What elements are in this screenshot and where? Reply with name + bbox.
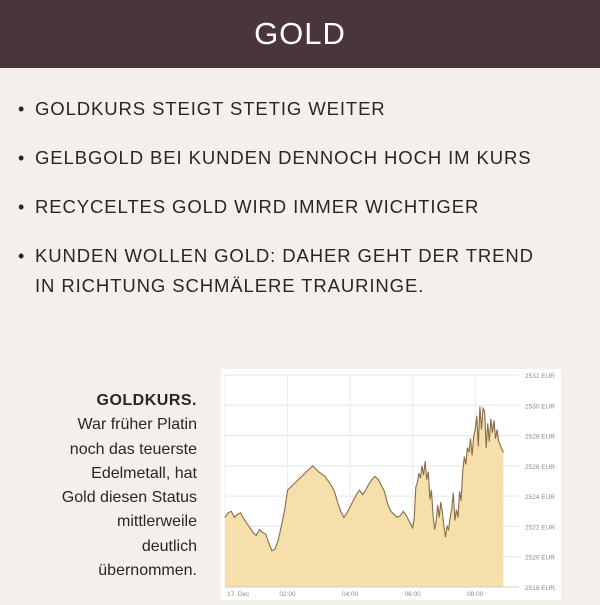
price-point bbox=[434, 529, 435, 530]
goldkurs-caption bbox=[20, 389, 197, 583]
price-point bbox=[356, 494, 357, 495]
price-point bbox=[372, 479, 373, 480]
price-point bbox=[445, 537, 446, 538]
price-point bbox=[478, 446, 479, 447]
caption-line: War früher Platin bbox=[77, 416, 197, 434]
price-point bbox=[481, 429, 482, 430]
price-point bbox=[228, 512, 229, 513]
price-point bbox=[256, 535, 257, 536]
y-tick-label: 2532 EUR bbox=[525, 373, 555, 380]
price-point bbox=[262, 532, 263, 533]
price-point bbox=[247, 523, 248, 524]
price-point bbox=[431, 490, 432, 491]
price-point bbox=[492, 432, 493, 433]
caption-line: Gold diesen Status bbox=[61, 489, 197, 507]
price-point bbox=[353, 500, 354, 501]
price-point bbox=[412, 528, 413, 529]
price-point bbox=[464, 456, 465, 457]
price-point bbox=[489, 441, 490, 442]
price-point bbox=[403, 511, 404, 512]
price-point bbox=[419, 473, 420, 474]
price-point bbox=[337, 502, 338, 503]
price-point bbox=[417, 482, 418, 483]
price-point bbox=[469, 452, 470, 453]
price-point bbox=[365, 490, 366, 491]
price-point bbox=[467, 447, 468, 448]
y-tick-label: 2530 EUR bbox=[525, 403, 555, 411]
price-point bbox=[428, 472, 429, 473]
price-point bbox=[480, 406, 481, 407]
bullet-text: GELBGOLD BEI KUNDEN DENNOCH HOCH IM KURS bbox=[35, 147, 532, 168]
price-point bbox=[312, 466, 313, 467]
price-point bbox=[375, 476, 376, 477]
price-point bbox=[259, 529, 260, 530]
bullet-dot: • bbox=[18, 148, 26, 168]
price-point bbox=[344, 517, 345, 518]
price-point bbox=[359, 490, 360, 491]
caption-line: deutlich bbox=[141, 537, 197, 555]
price-point bbox=[300, 478, 301, 479]
price-point bbox=[420, 478, 421, 479]
price-point bbox=[390, 511, 391, 512]
y-tick-label: 2522 EUR bbox=[525, 524, 555, 532]
caption-title: GOLDKURS. bbox=[96, 392, 197, 409]
price-point bbox=[290, 487, 291, 488]
price-point bbox=[369, 484, 370, 485]
price-point bbox=[287, 490, 288, 491]
price-point bbox=[475, 429, 476, 430]
price-point bbox=[472, 455, 473, 456]
price-point bbox=[498, 441, 499, 442]
price-point bbox=[453, 493, 454, 494]
price-point bbox=[397, 517, 398, 518]
price-point bbox=[384, 491, 385, 492]
price-point bbox=[473, 437, 474, 438]
price-point bbox=[362, 494, 363, 495]
price-point bbox=[426, 479, 427, 480]
price-point bbox=[293, 484, 294, 485]
bullet-text: KUNDEN WOLLEN GOLD: DAHER GEHT DER TREND bbox=[35, 245, 534, 266]
y-tick-label: 2524 EUR bbox=[525, 494, 555, 502]
price-point bbox=[347, 512, 348, 513]
caption-line: mittlerweile bbox=[116, 513, 197, 531]
price-point bbox=[334, 491, 335, 492]
price-point bbox=[250, 528, 251, 529]
gold-price-chart bbox=[221, 369, 561, 600]
x-tick-label: 04:00 bbox=[341, 591, 359, 598]
price-point bbox=[448, 529, 449, 530]
price-point bbox=[278, 540, 279, 541]
caption-line: Edelmetall, hat bbox=[91, 464, 197, 482]
price-point bbox=[400, 515, 401, 516]
price-point bbox=[281, 526, 282, 527]
y-tick-label: 2520 EUR bbox=[525, 554, 555, 562]
price-point bbox=[422, 466, 423, 467]
price-point bbox=[483, 408, 484, 409]
price-point bbox=[433, 514, 434, 515]
bullet-item bbox=[18, 192, 588, 222]
bullet-dot: • bbox=[18, 99, 26, 119]
price-point bbox=[451, 508, 452, 509]
price-point bbox=[378, 479, 379, 480]
price-point bbox=[265, 534, 266, 535]
price-point bbox=[455, 520, 456, 521]
price-point bbox=[340, 511, 341, 512]
price-point bbox=[297, 481, 298, 482]
price-point bbox=[234, 517, 235, 518]
bullet-text: GOLDKURS STEIGT STETIG WEITER bbox=[35, 98, 386, 119]
price-point bbox=[450, 517, 451, 518]
price-point bbox=[436, 522, 437, 523]
price-point bbox=[444, 526, 445, 527]
price-point bbox=[414, 519, 415, 520]
price-point bbox=[470, 438, 471, 439]
price-point bbox=[442, 512, 443, 513]
page-title: GOLD bbox=[254, 16, 346, 51]
price-point bbox=[415, 487, 416, 488]
price-point bbox=[240, 512, 241, 513]
price-point bbox=[503, 452, 504, 453]
price-point bbox=[500, 444, 501, 445]
price-point bbox=[447, 526, 448, 527]
y-tick-label: 2526 EUR bbox=[525, 463, 555, 471]
bullet-list bbox=[18, 94, 588, 320]
price-point bbox=[275, 549, 276, 550]
bullet-dot: • bbox=[18, 246, 26, 266]
price-point bbox=[425, 461, 426, 462]
price-point bbox=[487, 423, 488, 424]
x-tick-label: 06:00 bbox=[404, 591, 421, 598]
price-point bbox=[423, 475, 424, 476]
bullet-dot: • bbox=[18, 197, 26, 217]
price-point bbox=[459, 491, 460, 492]
price-point bbox=[465, 464, 466, 465]
price-point bbox=[439, 517, 440, 518]
price-point bbox=[306, 472, 307, 473]
price-point bbox=[484, 411, 485, 412]
price-point bbox=[456, 509, 457, 510]
caption-line: noch das teuerste bbox=[69, 440, 197, 458]
price-point bbox=[237, 514, 238, 515]
price-point bbox=[394, 514, 395, 515]
bullet-item bbox=[18, 143, 588, 173]
caption-line: übernommen. bbox=[98, 562, 197, 580]
chart-svg bbox=[221, 369, 561, 600]
price-point bbox=[350, 506, 351, 507]
price-point bbox=[501, 449, 502, 450]
price-point bbox=[476, 416, 477, 417]
y-tick-label: 2518 EUR bbox=[525, 585, 555, 592]
x-tick-label: 17. Dec bbox=[227, 591, 250, 598]
price-point bbox=[461, 500, 462, 501]
price-point bbox=[440, 502, 441, 503]
price-point bbox=[497, 429, 498, 430]
price-point bbox=[284, 511, 285, 512]
price-point bbox=[318, 472, 319, 473]
price-point bbox=[494, 420, 495, 421]
bullet-text: RECYCELTES GOLD WIRD IMMER WICHTIGER bbox=[35, 196, 480, 217]
price-point bbox=[462, 472, 463, 473]
price-point bbox=[437, 505, 438, 506]
price-point bbox=[325, 476, 326, 477]
price-point bbox=[328, 481, 329, 482]
price-point bbox=[406, 515, 407, 516]
bullet-text-continued: IN RICHTUNG SCHMÄLERE TRAURINGE. bbox=[35, 275, 425, 296]
price-point bbox=[268, 543, 269, 544]
bullet-item bbox=[18, 94, 588, 124]
price-point bbox=[225, 517, 226, 518]
price-point bbox=[272, 550, 273, 551]
price-point bbox=[331, 485, 332, 486]
price-point bbox=[495, 438, 496, 439]
y-tick-label: 2528 EUR bbox=[525, 433, 555, 441]
price-point bbox=[458, 517, 459, 518]
x-tick-label: 08:00 bbox=[467, 591, 484, 598]
price-point bbox=[409, 522, 410, 523]
header-bar bbox=[0, 0, 600, 68]
bullet-item bbox=[18, 241, 588, 301]
price-point bbox=[231, 511, 232, 512]
price-point bbox=[430, 499, 431, 500]
price-point bbox=[486, 447, 487, 448]
price-point bbox=[387, 503, 388, 504]
price-point bbox=[243, 519, 244, 520]
price-point bbox=[491, 419, 492, 420]
price-point bbox=[381, 485, 382, 486]
price-point bbox=[253, 532, 254, 533]
x-tick-label: 02:00 bbox=[279, 591, 296, 598]
